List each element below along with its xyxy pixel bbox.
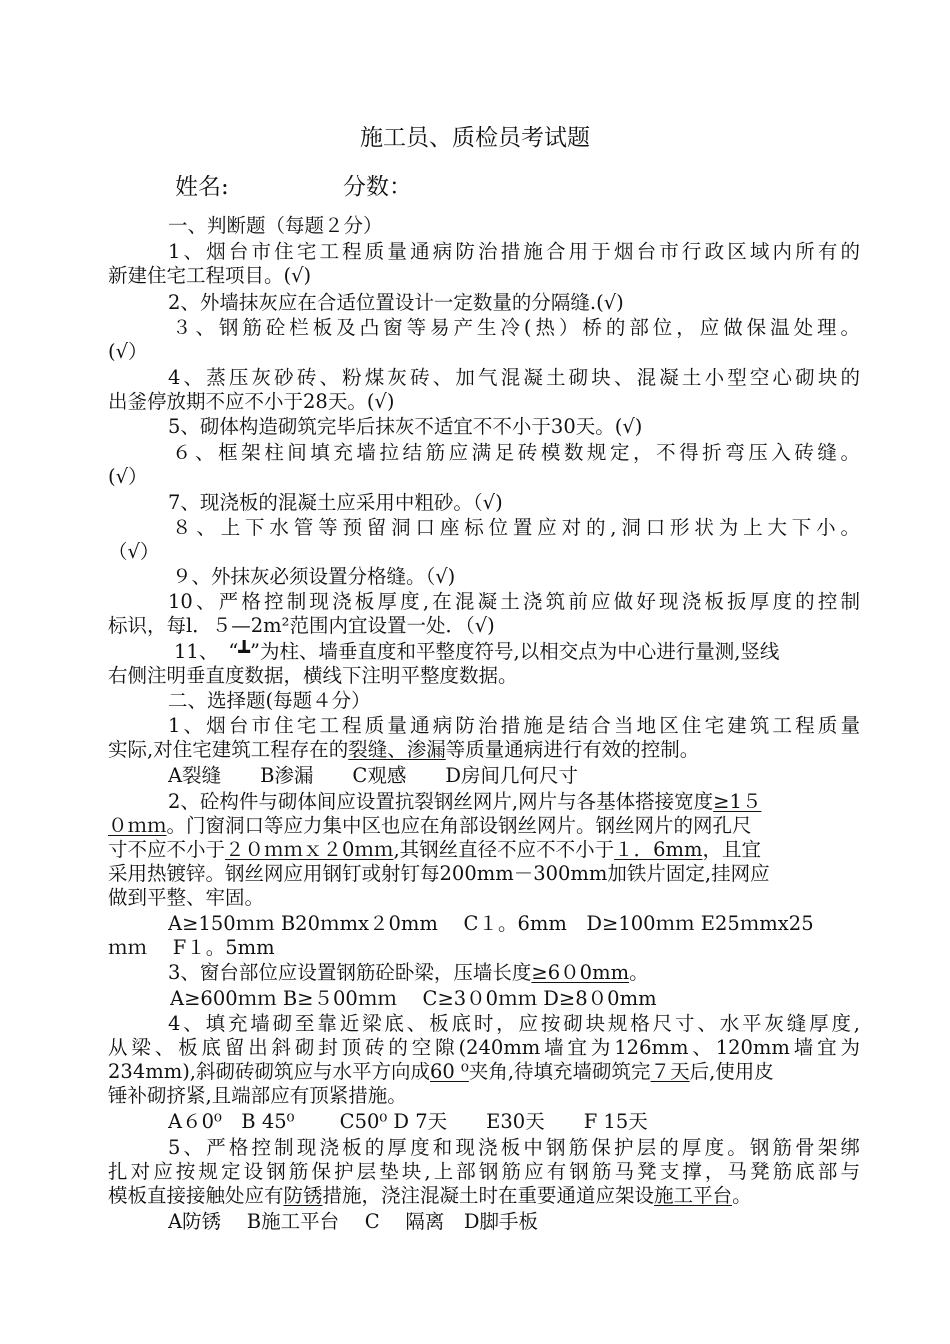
choice-q2-line1 (168, 790, 860, 814)
judge-q3-line2: (√） (108, 340, 148, 363)
judge-q10-line1: 10、严格控制现浇板厚度,在混凝土浇筑前应做好现浇板扳厚度的控制 (168, 590, 860, 613)
choice-q4-answer-a: 60 ⁰ (430, 1060, 469, 1083)
judge-q2: 2、外墙抹灰应在合适位置设计一定数量的分隔缝.(√) (168, 291, 624, 314)
judge-q10-line2: 标识，每l．５—2m²范围内宜设置一处．（√) (108, 614, 495, 637)
plumb-level-symbol: “┻” (228, 640, 261, 663)
choice-q5-line3 (108, 1184, 860, 1208)
choice-q4-text-a: 234mm),斜砌砖砌筑应与水平方向成 (108, 1060, 431, 1083)
choice-q3 (168, 961, 920, 985)
judge-q6-line2: (√） (108, 465, 148, 488)
choice-q4-options: A６0⁰ B 45⁰ C50⁰ D 7天 E30天 F 15天 (168, 1110, 648, 1133)
choice-q2-answer-a: ≥1５ (713, 790, 762, 813)
judge-q4-line2: 出釜停放期不应不小于28天。(√) (108, 390, 395, 413)
choice-q1-options: A裂缝 B渗漏 C观感 D房间几何尺寸 (168, 764, 578, 787)
choice-q5-text-c: 。 (732, 1184, 752, 1207)
choice-q2-line3 (108, 838, 860, 862)
choice-q1-text-a: 实际,对住宅建筑工程存在的 (108, 738, 349, 761)
score-label: 分数： (343, 175, 412, 199)
page-title: 施工员、质检员考试题 (360, 126, 590, 150)
choice-q5-line2: 扎对应按规定设钢筋保护层垫块,上部钢筋应有钢筋马凳支撑，马凳筋底部与 (108, 1160, 860, 1183)
choice-q2-options-line1: A≥150ｍｍ B20ｍmx２0mm C１。6mm D≥100ｍｍ E25ｍmx25 (168, 912, 814, 935)
choice-q4-line3 (108, 1060, 860, 1084)
judge-q9: ９、外抹灰必须设置分格缝。（√) (172, 565, 456, 588)
choice-q2-line4: 采用热镀锌。钢丝网应用钢钉或射钉每200mm－300mm加铁片固定,挂网应 (108, 862, 770, 885)
choice-q2-answer-a2: ０ｍｍ (108, 814, 167, 837)
choice-q3-text-b: 。 (629, 961, 649, 984)
choice-q5-answer-b: 施工平台 (654, 1184, 733, 1207)
judge-q11-text: 为柱、墙垂直度和平整度符号,以相交点为中心进行量测,竖线 (260, 640, 780, 663)
judge-q11-line1 (174, 640, 860, 664)
judge-q1-line2: 新建住宅工程项目。(√) (108, 264, 312, 287)
choice-q4-text-c: 后,使用皮 (689, 1060, 774, 1083)
choice-q5-line1: 5、严格控制现浇板的厚度和现浇板中钢筋保护层的厚度。钢筋骨架绑 (168, 1136, 860, 1159)
judge-q1-line1: 1、烟台市住宅工程质量通病防治措施合用于烟台市行政区域内所有的 (168, 240, 860, 263)
judge-q7: 7、现浇板的混凝土应采用中粗砂。（√) (168, 491, 503, 514)
choice-q2-line2 (108, 814, 860, 838)
section1-heading: 一、判断题（每题２分） (168, 214, 383, 237)
judge-q8-line1: ８、上下水管等预留洞口座标位置应对的,洞口形状为上大下小。 (172, 516, 860, 539)
choice-q2-text-d: ,其钢丝直径不应不不小于 (393, 838, 615, 861)
choice-q2-line5: 做到平整、牢固。 (108, 886, 265, 909)
judge-q5: 5、砌体构造砌筑完毕后抹灰不适宜不不小于30天。(√) (168, 415, 643, 438)
choice-q2-answer-b: ２０ｍｍｘ２0ｍｍ (225, 838, 394, 861)
choice-q1-answer: 裂缝、渗漏 (348, 738, 446, 761)
choice-q4-line1: 4、填充墙砌至靠近梁底、板底时，应按砌块规格尺寸、水平灰缝厚度, (168, 1012, 860, 1035)
choice-q3-answer: ≥6０0mm (531, 961, 630, 984)
choice-q5-text-a: 模板直接接触处应有 (108, 1184, 284, 1207)
choice-q2-text-e: ，且宜 (702, 838, 762, 861)
choice-q5-options: A防锈 B施工平台 C 隔离 D脚手板 (168, 1210, 539, 1233)
judge-q6-line1: ６、框架柱间填充墙拉结筋应满足砖模数规定，不得折弯压入砖缝。 (172, 441, 860, 464)
choice-q4-text-b: 夹角,待填充墙砌筑完 (468, 1060, 651, 1083)
judge-q8-line2: （√） (108, 540, 160, 563)
section2-heading: 二、选择题(每题４分） (168, 689, 371, 712)
choice-q1-text-b: 等质量通病进行有效的控制。 (445, 738, 700, 761)
choice-q2-text-a: 2、砼构件与砌体间应设置抗裂钢丝网片,网片与各基体搭接宽度 (168, 790, 714, 813)
choice-q3-text-a: 3、窗台部位应设置钢筋砼卧梁，压墙长度 (168, 961, 532, 984)
choice-q4-answer-b: ７天 (650, 1060, 690, 1083)
judge-q4-line1: 4、蒸压灰砂砖、粉煤灰砖、加气混凝土砌块、混凝土小型空心砌块的 (168, 366, 860, 389)
choice-q5-text-b: 措施，浇注混凝土时在重要通道应架设 (322, 1184, 655, 1207)
choice-q2-text-b: 。门窗洞口等应力集中区也应在角部设钢丝网片。钢丝网片的网孔尺 (166, 814, 752, 837)
judge-q11-number: 11、 (174, 640, 219, 663)
judge-q3-line1: ３、钢筋砼栏板及凸窗等易产生冷(热）桥的部位，应做保温处理。 (172, 316, 860, 339)
choice-q3-options: A≥600ｍｍ B≥５00ｍｍ C≥3０0ｍｍ D≥8０0mm (170, 987, 657, 1010)
judge-q11-line2: 右侧注明垂直度数据，横线下注明平整度数据。 (108, 664, 518, 687)
choice-q2-answer-c: １．6mm (614, 838, 703, 861)
choice-q4-line4: 锤补砌挤紧,且端部应有顶紧措施。 (108, 1084, 407, 1107)
name-label: 姓名: (175, 175, 229, 199)
choice-q5-answer-a: 防锈 (283, 1184, 323, 1207)
choice-q1-line2 (108, 738, 860, 762)
choice-q1-line1: 1、烟台市住宅工程质量通病防治措施是结合当地区住宅建筑工程质量 (168, 714, 860, 737)
choice-q2-options-line2: ｍｍ F１。5mm (108, 936, 275, 959)
choice-q4-line2: 从梁、板底留出斜砌封顶砖的空隙(240mm墙宜为126mm、120mm墙宜为 (108, 1036, 860, 1059)
choice-q2-text-c: 寸不应不小于 (108, 838, 226, 861)
